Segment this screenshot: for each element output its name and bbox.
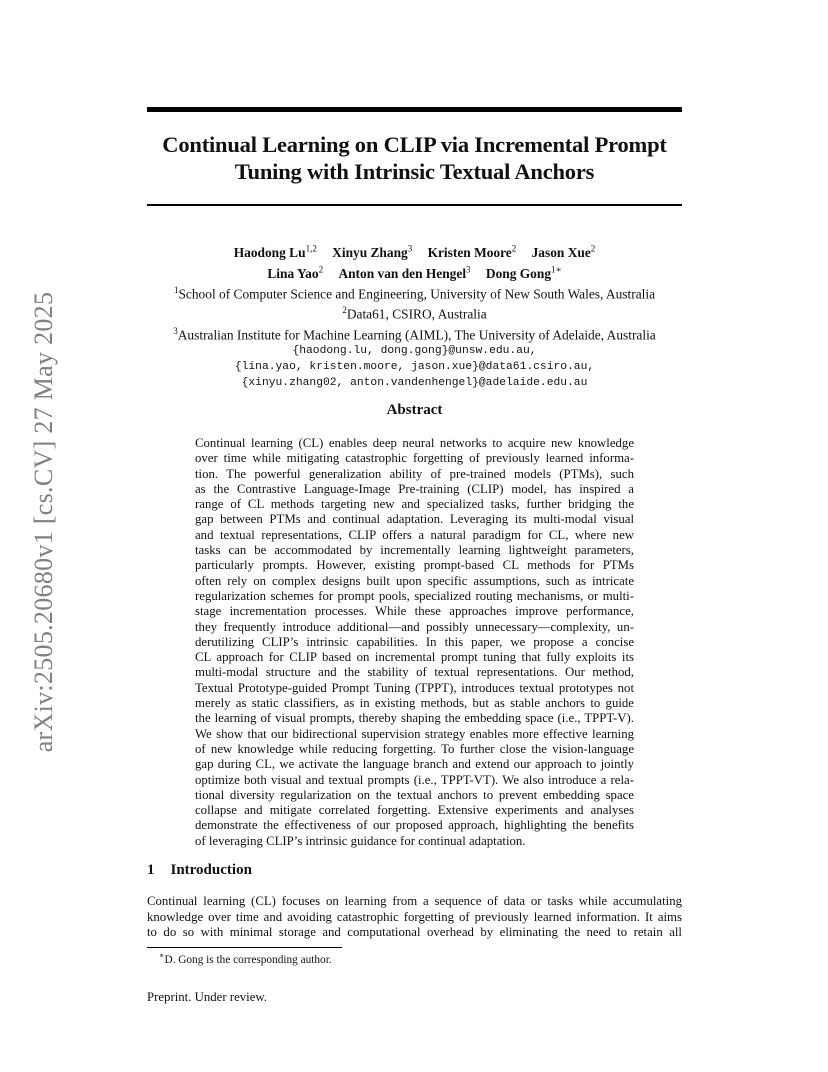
author-line-2 [147, 261, 682, 281]
intro-line: to do so with minimal storage and computational overhead by eliminating the need to retain all [147, 925, 682, 939]
author: Xinyu Zhang$^3$ [332, 244, 413, 261]
intro-paragraph [147, 894, 682, 941]
abstract-heading: Abstract [386, 402, 443, 418]
intro-line: Continual learning (CL) focuses on learning from a sequence of data or tasks while accumulating [147, 894, 682, 908]
section-heading [147, 862, 252, 879]
title-top-rule [147, 107, 682, 112]
abstract-line: range of CL methods targeting new and specialized tasks, further bridging the [195, 497, 634, 512]
abstract-line: demonstrate the effectiveness of our proposed approach, highlighting the benefits [195, 818, 634, 833]
abstract-line: multi-modal structure and the stability of textual representations. Our method, [195, 665, 634, 680]
paper-title [147, 131, 682, 185]
footnote: ∗D. Gong is the corresponding author. [159, 951, 332, 966]
abstract-line: We show that our bidirectional supervision strategy enables more effective learning [195, 726, 634, 741]
affiliation: $^3$Australian Institute for Machine Learning (AIML), The University of Adelaide, Australia [173, 325, 656, 343]
author: Haodong Lu$^{1,2}$ [233, 244, 317, 261]
abstract-line: often rely on complex designs built upon specific assumptions, such as intricate [195, 573, 634, 588]
author-line-1 [147, 241, 682, 261]
abstract-line: gap between PTMs and continual adaptation. Leveraging its multi-modal visual [195, 512, 634, 527]
abstract-line: collapse and mitigate correlated forgetting. Extensive experiments and analyses [195, 803, 634, 818]
abstract-line: the learning of visual prompts, thereby shaping the embedding space (i.e., TPPT-V). [195, 711, 634, 726]
author: Dong Gong$^{1∗}$ [485, 264, 562, 281]
preprint-notice: Preprint. Under review. [147, 990, 267, 1004]
abstract-line: derutilizing CLIP’s intrinsic capabilities. In this paper, we propose a concise [195, 634, 634, 649]
abstract-line: optimize both visual and textual prompts (i.e., TPPT-VT). We also introduce a rela- [195, 772, 634, 787]
footnote-rule [147, 947, 342, 948]
abstract-line: tional diversity regularization on the textual anchors to prevent embedding space [195, 787, 634, 802]
email-line[interactable]: {xinyu.zhang02, anton.vandenhengel}@adelaide.edu.au [241, 377, 588, 390]
title-line-2: Tuning with Intrinsic Textual Anchors [234, 159, 595, 184]
section-number: 1 [147, 862, 155, 878]
abstract-line: of leveraging CLIP’s intrinsic guidance for continual adaptation. [195, 833, 526, 848]
abstract-line: merely as static classifiers, as in existing methods, but as stable anchors to guide [195, 696, 634, 711]
email-line[interactable]: {haodong.lu, dong.gong}@unsw.edu.au, [292, 345, 537, 358]
author: Jason Xue$^2$ [531, 244, 596, 261]
abstract-line: tasks can be accommodated by incrementally learning lightweight parameters, [195, 543, 634, 558]
title-bottom-rule [147, 204, 682, 206]
abstract-body [195, 436, 634, 849]
author: Anton van den Hengel$^3$ [338, 264, 471, 281]
abstract-line: over time while mitigating catastrophic forgetting of previously learned informa- [195, 451, 634, 466]
abstract-line: CL approach for CLIP based on incremental prompt tuning that fully exploits its [195, 650, 634, 665]
abstract-line: stage incrementation processes. While these approaches improve performance, [195, 604, 634, 619]
abstract-line: and textual representations, CLIP offers a natural paradigm for CL, where new [195, 527, 634, 542]
section-title: Introduction [170, 862, 252, 878]
intro-line: knowledge over time and avoiding catastrophic forgetting of previously learned information. It aims [147, 909, 682, 924]
abstract-line: regularization schemes for prompt pools, specialized routing mechanisms, or multi- [195, 588, 634, 603]
abstract-line: gap during CL, we activate the language branch and extend our approach to jointly [195, 757, 634, 772]
abstract-line: they frequently introduce additional—and possibly unnecessary—complexity, un- [195, 619, 634, 634]
title-line-1: Continual Learning on CLIP via Incremental Prompt [162, 132, 667, 157]
abstract-line: of new knowledge while reducing forgetting. To further close the vision-language [195, 741, 634, 756]
abstract-line: as the Contrastive Language-Image Pre-training (CLIP) model, has inspired a [195, 481, 634, 496]
abstract-line: Continual learning (CL) enables deep neural networks to acquire new knowledge [195, 436, 634, 450]
author-block [147, 241, 682, 391]
author: Kristen Moore$^2$ [427, 244, 517, 261]
abstract-line: tion. The powerful generalization ability of pre-trained models (PTMs), such [195, 466, 634, 481]
author: Lina Yao$^2$ [267, 264, 324, 281]
affiliation: $^2$Data61, CSIRO, Australia [342, 305, 487, 322]
abstract-line: Textual Prototype-guided Prompt Tuning (TPPT), introduces textual prototypes not [195, 680, 634, 695]
abstract-line: particularly prompts. However, existing prompt-based CL methods for PTMs [195, 558, 634, 573]
affiliation: $^1$School of Computer Science and Engineering, University of New South Wales, Australia [173, 284, 656, 302]
arxiv-identifier: arXiv:2505.20680v1 [cs.CV] 27 May 2025 [29, 291, 58, 753]
email-line[interactable]: {lina.yao, kristen.moore, jason.xue}@data61.csiro.au, [234, 361, 595, 374]
